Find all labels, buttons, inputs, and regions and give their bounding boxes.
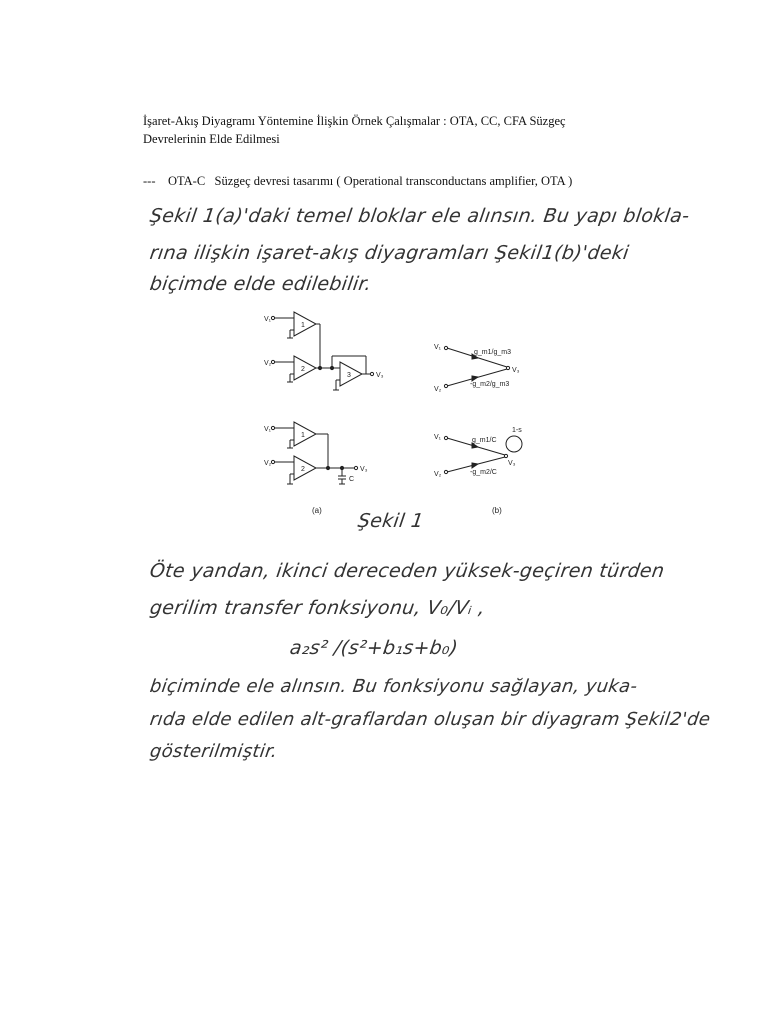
ota-2-symbol [294, 456, 316, 480]
document-heading [143, 112, 663, 148]
v2-label: V₂ [434, 471, 442, 478]
v3-label: V₃ [360, 466, 368, 473]
figure-1b-top-graph [432, 336, 532, 396]
gain-1-label: g_m1/g_m3 [474, 349, 511, 356]
handwritten-line: rıda elde edilen alt-graflardan oluşan bir diyagram Şekil2'de [148, 709, 712, 730]
v1-label: V₁ [434, 434, 442, 441]
v3-label: V₃ [512, 367, 520, 374]
ota-3-symbol [340, 362, 362, 386]
figure-1b-bottom-graph [432, 420, 532, 484]
loop-gain-label: 1-s [512, 427, 522, 434]
self-loop [506, 436, 522, 452]
ota-1-symbol [294, 422, 316, 446]
handwritten-line: Öte yandan, ikinci dereceden yüksek-geçiren türden [148, 560, 666, 582]
gain-1-label: g_m1/C [472, 437, 497, 444]
amp-3-label: 3 [347, 372, 351, 379]
handwritten-line: rına ilişkin işaret-akış diyagramları Şekil1(b)'deki [148, 242, 631, 264]
amp-1-label: 1 [301, 432, 305, 439]
amp-2-label: 2 [301, 466, 305, 473]
handwritten-line: gösterilmiştir. [148, 741, 279, 762]
ota-2-symbol [294, 356, 316, 380]
capacitor-label: C [349, 476, 355, 483]
figure-label-b: (b) [492, 506, 502, 515]
handwritten-line: Şekil 1(a)'daki temel bloklar ele alınsın. Bu yapı blokla- [148, 205, 691, 227]
handwritten-line: biçiminde ele alınsın. Bu fonksiyonu sağlayan, yuka- [148, 676, 639, 697]
v1-label: V₁ [264, 426, 272, 433]
heading-line-2: Devrelerinin Elde Edilmesi [143, 132, 280, 146]
section-heading: --- OTA-C Süzgeç devresi tasarımı ( Operational transconductans amplifier, OTA ) [143, 174, 573, 188]
figure-1a-top-circuit [262, 308, 392, 400]
transfer-function-formula: a₂s² /(s²+b₁s+b₀) [288, 637, 460, 659]
figure-caption: Şekil 1 [356, 510, 426, 532]
gain-2-label: -g_m2/C [470, 469, 497, 476]
v1-label: V₁ [434, 344, 442, 351]
v2-label: V₂ [264, 460, 272, 467]
amp-1-label: 1 [301, 322, 305, 329]
v3-label: V₃ [508, 460, 516, 467]
v3-label: V₃ [376, 372, 384, 379]
amp-2-label: 2 [301, 366, 305, 373]
ota-1-symbol [294, 312, 316, 336]
v2-label: V₂ [434, 386, 442, 393]
v2-label: V₂ [264, 360, 272, 367]
handwritten-line: gerilim transfer fonksiyonu, V₀/Vᵢ , [148, 597, 487, 619]
gain-2-label: -g_m2/g_m3 [470, 381, 510, 388]
v1-label: V₁ [264, 316, 272, 323]
figure-1a-bottom-circuit [262, 418, 392, 498]
heading-line-1: İşaret-Akış Diyagramı Yöntemine İlişkin Örnek Çalışmalar : OTA, CC, CFA Süzgeç [143, 114, 566, 128]
figure-label-a: (a) [312, 506, 322, 515]
handwritten-line: biçimde elde edilebilir. [148, 273, 373, 295]
